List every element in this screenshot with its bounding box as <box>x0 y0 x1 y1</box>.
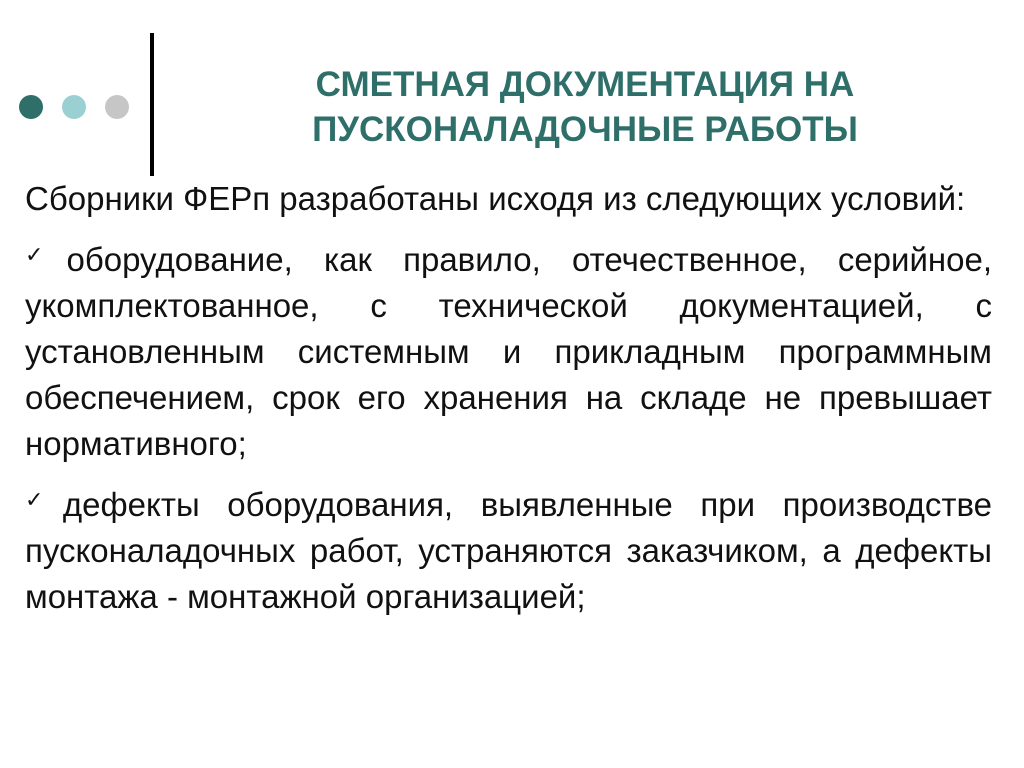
bullet-text-2: дефекты оборудования, выявленные при производстве пусконаладочных работ, устраняются заказчиком, а дефекты монтажа - монтажной организацией; <box>25 486 992 615</box>
decor-dot-dark <box>19 95 43 119</box>
intro-text: Сборники ФЕРп разработаны исходя из следующих условий: <box>25 180 966 217</box>
checkmark-icon: ✓ <box>25 487 62 512</box>
slide-title-line-1: СМЕТНАЯ ДОКУМЕНТАЦИЯ НА <box>315 65 855 104</box>
title-divider-line <box>150 33 154 176</box>
decor-dot-gray <box>105 95 129 119</box>
checkmark-icon: ✓ <box>25 242 66 267</box>
slide-body <box>25 176 992 630</box>
bullet-text-1: оборудование, как правило, отечественное, серийное, укомплектованное, с технической документацией, с установленным системным и прикладным программным обеспечением, срок его хранения на складе не превышает нормативного; <box>25 241 992 462</box>
slide-title <box>175 62 995 152</box>
decor-dot-light <box>62 95 86 119</box>
bullet-item-2 <box>25 477 992 620</box>
slide-title-line-2: ПУСКОНАЛАДОЧНЫЕ РАБОТЫ <box>312 110 858 149</box>
bullet-item-1 <box>25 232 992 467</box>
